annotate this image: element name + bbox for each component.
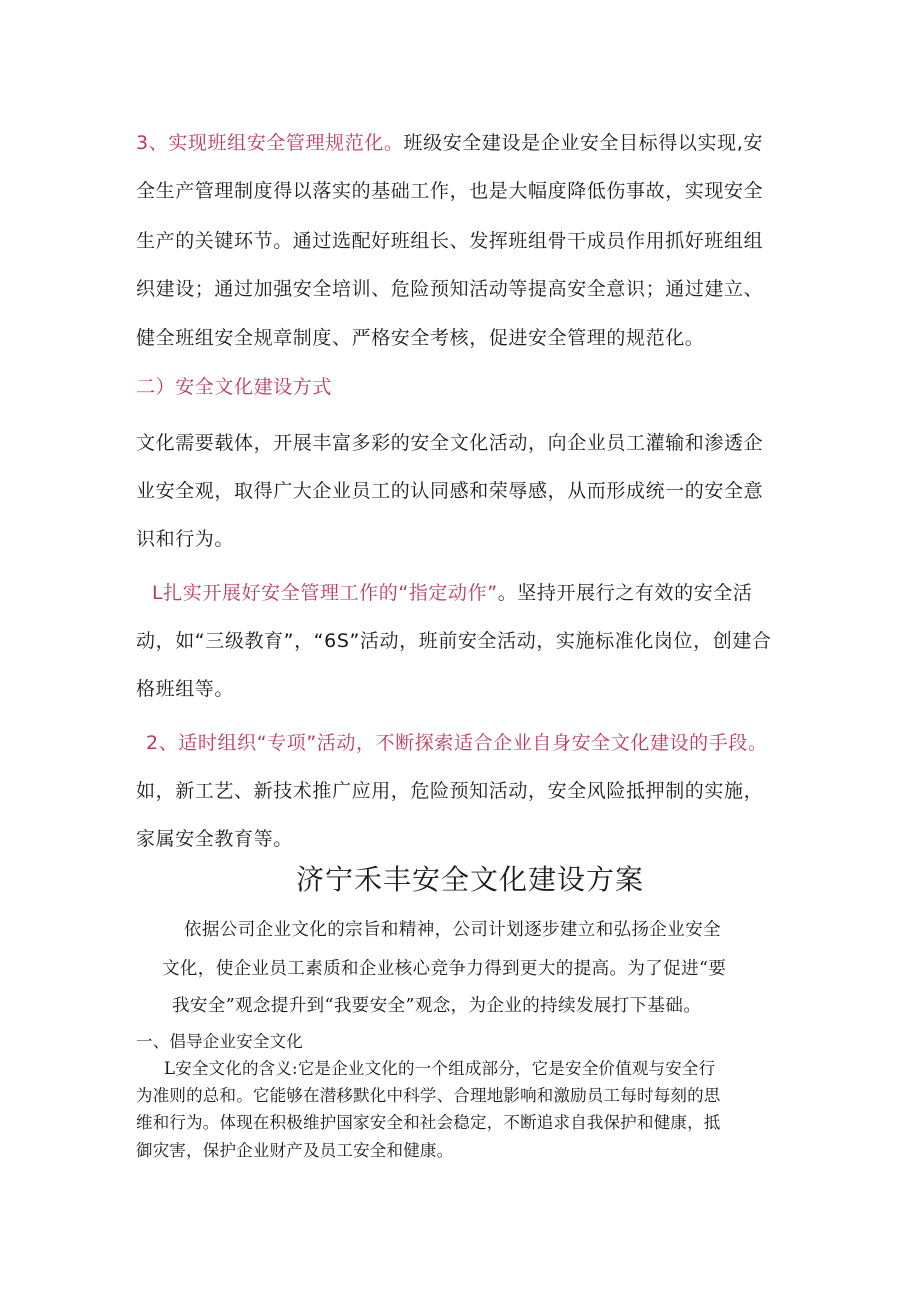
item3-text: 班级安全建设是企业安全目标得以实现,安 xyxy=(403,132,763,154)
paragraph-line: 动，如“三级教育”，“6S”活动，班前安全活动，实施标准化岗位，创建合 xyxy=(136,630,772,652)
paragraph-line: 为准则的总和。它能够在潜移默化中科学、合理地影响和激励员工每时每刻的思 xyxy=(136,1086,721,1105)
item1-text: 。坚持开展行之有效的安全活 xyxy=(497,582,753,604)
paragraph-line: 格班组等。 xyxy=(136,678,235,700)
paragraph-line: 家属安全教育等。 xyxy=(136,828,293,850)
paragraph-line: 文化需要载体，开展丰富多彩的安全文化活动，向企业员工灌输和渗透企 xyxy=(136,432,764,454)
section-heading: 二）安全文化建设方式 xyxy=(136,376,333,398)
document-title: 济宁禾丰安全文化建设方案 xyxy=(296,863,645,896)
item3-heading: 3、实现班组安全管理规范化。 xyxy=(136,132,404,154)
paragraph-line: 依据公司企业文化的宗旨和精神，公司计划逐步建立和弘扬企业安全 xyxy=(184,920,721,940)
paragraph-line: L安全文化的含义:它是企业文化的一个组成部分，它是安全价值观与安全行 xyxy=(164,1059,716,1078)
paragraph-line xyxy=(136,128,763,155)
paragraph-line: 如，新工艺、新技术推广应用，危险预知活动，安全风险抵押制的实施， xyxy=(136,780,764,802)
paragraph-line: 健全班组安全规章制度、严格安全考核，促进安全管理的规范化。 xyxy=(136,327,705,349)
item2-heading: 2、适时组织“专项”活动，不断探索适合企业自身安全文化建设的手段。 xyxy=(146,732,768,754)
paragraph-line: 维和行为。体现在积极维护国家安全和社会稳定，不断追求自我保护和健康，抵 xyxy=(136,1113,721,1132)
paragraph-line: 识和行为。 xyxy=(136,528,235,550)
paragraph-line: 御灾害，保护企业财产及员工安全和健康。 xyxy=(136,1141,454,1160)
paragraph-line: 织建设；通过加强安全培训、危险预知活动等提高安全意识；通过建立、 xyxy=(136,278,764,300)
paragraph-line: 我安全”观念提升到“我要安全”观念，为企业的持续发展打下基础。 xyxy=(172,996,702,1016)
paragraph-line: 业安全观，取得广大企业员工的认同感和荣辱感，从而形成统一的安全意 xyxy=(136,480,764,502)
paragraph-line xyxy=(152,578,753,605)
item1-heading: L扎实开展好安全管理工作的“指定动作” xyxy=(152,582,498,604)
section-heading: 一、倡导企业安全文化 xyxy=(136,1032,303,1051)
paragraph-line: 生产的关键环节。通过选配好班组长、发挥班组骨干成员作用抓好班组组 xyxy=(136,230,764,252)
paragraph-line: 全生产管理制度得以落实的基础工作，也是大幅度降低伤事故，实现安全 xyxy=(136,180,764,202)
paragraph-line: 文化，使企业员工素质和企业核心竞争力得到更大的提高。为了促进“要 xyxy=(162,959,727,979)
